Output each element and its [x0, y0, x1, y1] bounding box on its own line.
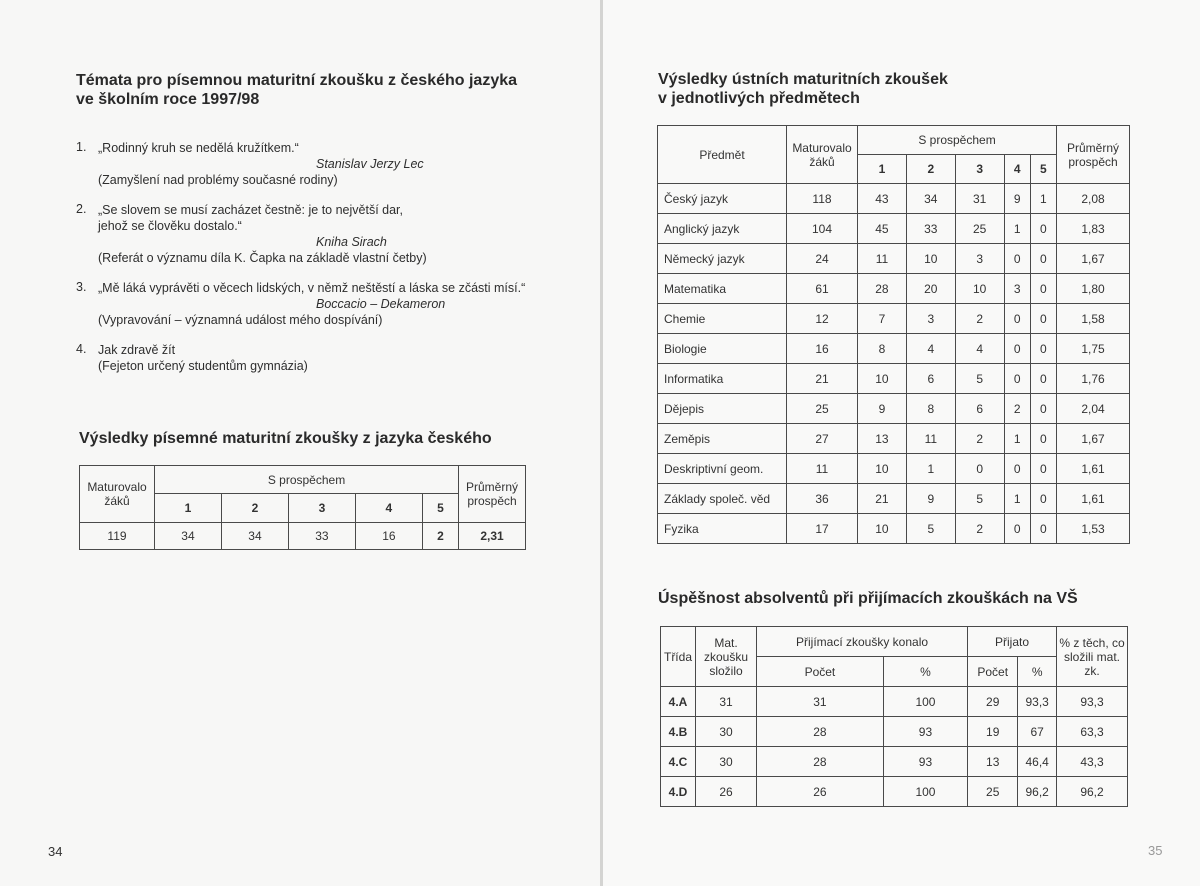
topic-number: 3.	[76, 280, 87, 294]
topics-title	[76, 71, 517, 109]
oral-subject-cell: Zeměpis	[658, 424, 787, 454]
written-grade-header: 2	[221, 494, 288, 523]
topic-note: (Vypravování – významná událost mého dospívání)	[98, 313, 383, 327]
topic-author: Boccacio – Dekameron	[316, 297, 446, 311]
oral-grade-cell: 0	[1030, 394, 1056, 424]
table-row	[658, 394, 1130, 424]
written-results-table	[79, 465, 526, 550]
oral-grade-cell: 1	[906, 454, 955, 484]
uni-value-cell: 31	[696, 687, 757, 717]
topic-body	[98, 140, 546, 188]
oral-grade-cell: 3	[1004, 274, 1030, 304]
topics-title-line-1: Témata pro písemnou maturitní zkoušku z českého jazyka	[76, 72, 518, 89]
oral-subject-cell: Matematika	[658, 274, 787, 304]
oral-avg-cell: 1,67	[1057, 244, 1130, 274]
oral-grade-header: 5	[1030, 155, 1056, 184]
written-grade-header: 4	[355, 494, 422, 523]
oral-grade-cell: 0	[955, 454, 1004, 484]
oral-avg-cell: 1,61	[1057, 454, 1130, 484]
oral-grade-header: 1	[858, 155, 907, 184]
written-grade-header: 3	[288, 494, 355, 523]
topic-author: Stanislav Jerzy Lec	[316, 157, 424, 171]
oral-grade-cell: 4	[906, 334, 955, 364]
table-row	[658, 424, 1130, 454]
oral-grade-cell: 5	[906, 514, 955, 544]
oral-avg-cell: 1,75	[1057, 334, 1130, 364]
table-row	[658, 184, 1130, 214]
oral-grade-cell: 10	[858, 364, 907, 394]
uni-value-cell: 100	[883, 687, 967, 717]
uni-class-cell: 4.D	[661, 777, 696, 807]
oral-students-cell: 118	[787, 184, 858, 214]
oral-col-grades: S prospěchem	[858, 126, 1057, 155]
oral-subject-cell: Anglický jazyk	[658, 214, 787, 244]
oral-students-cell: 61	[787, 274, 858, 304]
oral-avg-cell: 1,61	[1057, 484, 1130, 514]
written-avg-value: 2,31	[459, 523, 526, 550]
uni-value-cell: 31	[757, 687, 884, 717]
oral-avg-cell: 1,76	[1057, 364, 1130, 394]
oral-grade-cell: 5	[955, 484, 1004, 514]
uni-value-cell: 43,3	[1057, 747, 1128, 777]
topic-number: 4.	[76, 342, 87, 356]
oral-grade-cell: 0	[1030, 214, 1056, 244]
written-grade-3: 33	[288, 523, 355, 550]
uni-sub-took-count: Počet	[757, 657, 884, 687]
page-number-right: 35	[1148, 843, 1163, 858]
topic-note: (Fejeton určený studentům gymnázia)	[98, 359, 308, 373]
oral-grade-cell: 9	[906, 484, 955, 514]
uni-value-cell: 28	[757, 747, 884, 777]
oral-subject-cell: Dějepis	[658, 394, 787, 424]
oral-students-cell: 17	[787, 514, 858, 544]
oral-grade-cell: 0	[1004, 304, 1030, 334]
oral-title-line-2: v jednotlivých předmětech	[658, 90, 860, 107]
uni-value-cell: 96,2	[1018, 777, 1057, 807]
topic-quote-line: „Rodinný kruh se nedělá kružítkem.“	[98, 141, 299, 155]
oral-grade-cell: 31	[955, 184, 1004, 214]
uni-value-cell: 46,4	[1018, 747, 1057, 777]
oral-grade-cell: 8	[858, 334, 907, 364]
oral-grade-cell: 2	[955, 514, 1004, 544]
topic-number: 2.	[76, 202, 87, 216]
oral-avg-cell: 1,67	[1057, 424, 1130, 454]
oral-grade-header: 3	[955, 155, 1004, 184]
oral-grade-cell: 2	[1004, 394, 1030, 424]
uni-value-cell: 30	[696, 747, 757, 777]
oral-grade-cell: 0	[1030, 274, 1056, 304]
oral-students-cell: 12	[787, 304, 858, 334]
oral-grade-cell: 13	[858, 424, 907, 454]
oral-grade-cell: 0	[1030, 424, 1056, 454]
oral-grade-cell: 0	[1030, 514, 1056, 544]
oral-subject-cell: Český jazyk	[658, 184, 787, 214]
oral-grade-cell: 0	[1004, 334, 1030, 364]
topic-body	[98, 202, 546, 266]
written-grade-1: 34	[155, 523, 222, 550]
table-row	[658, 304, 1130, 334]
oral-avg-cell: 2,04	[1057, 394, 1130, 424]
oral-subject-cell: Chemie	[658, 304, 787, 334]
written-results-title: Výsledky písemné maturitní zkoušky z jazyka českého	[79, 430, 492, 447]
oral-grade-cell: 0	[1030, 454, 1056, 484]
topic-item	[76, 202, 546, 266]
oral-subject-cell: Informatika	[658, 364, 787, 394]
oral-avg-cell: 1,80	[1057, 274, 1130, 304]
topic-quote-line: Jak zdravě žít	[98, 343, 176, 357]
oral-avg-cell: 1,53	[1057, 514, 1130, 544]
uni-value-cell: 93,3	[1057, 687, 1128, 717]
oral-grade-cell: 5	[955, 364, 1004, 394]
uni-value-cell: 93	[883, 747, 967, 777]
topics-list	[76, 140, 546, 388]
topics-title-line-2: ve školním roce 1997/98	[76, 91, 260, 108]
oral-grade-cell: 1	[1030, 184, 1056, 214]
oral-grade-cell: 1	[1004, 214, 1030, 244]
oral-grade-cell: 0	[1004, 244, 1030, 274]
oral-grade-header: 2	[906, 155, 955, 184]
uni-value-cell: 28	[757, 717, 884, 747]
oral-col-avg: Průměrný prospěch	[1057, 126, 1130, 184]
oral-grade-cell: 1	[1004, 484, 1030, 514]
table-row	[661, 777, 1128, 807]
table-row	[658, 334, 1130, 364]
written-grade-5: 2	[422, 523, 458, 550]
uni-col-pct: % z těch, co složili mat. zk.	[1057, 627, 1128, 687]
uni-sub-adm-pct: %	[1018, 657, 1057, 687]
topic-note: (Referát o významu díla K. Čapka na základě vlastní četby)	[98, 251, 427, 265]
uni-col-admitted: Přijato	[968, 627, 1057, 657]
oral-grade-cell: 3	[906, 304, 955, 334]
oral-grade-cell: 11	[906, 424, 955, 454]
oral-grade-cell: 0	[1030, 244, 1056, 274]
oral-grade-cell: 4	[955, 334, 1004, 364]
uni-value-cell: 26	[696, 777, 757, 807]
oral-grade-cell: 0	[1030, 334, 1056, 364]
uni-value-cell: 30	[696, 717, 757, 747]
oral-grade-cell: 0	[1004, 454, 1030, 484]
uni-value-cell: 26	[757, 777, 884, 807]
topic-item	[76, 140, 546, 188]
topic-author: Kniha Sirach	[316, 235, 387, 249]
oral-grade-cell: 20	[906, 274, 955, 304]
oral-grade-cell: 10	[955, 274, 1004, 304]
topic-item	[76, 280, 546, 328]
oral-avg-cell: 2,08	[1057, 184, 1130, 214]
topic-quote-line: „Se slovem se musí zacházet čestně: je to největší dar,	[98, 203, 404, 217]
oral-grade-cell: 33	[906, 214, 955, 244]
oral-grade-cell: 9	[858, 394, 907, 424]
table-row	[661, 717, 1128, 747]
oral-grade-cell: 2	[955, 424, 1004, 454]
table-row	[658, 244, 1130, 274]
table-row	[658, 214, 1130, 244]
oral-students-cell: 21	[787, 364, 858, 394]
uni-results-table	[660, 626, 1128, 807]
uni-value-cell: 25	[968, 777, 1018, 807]
oral-subject-cell: Fyzika	[658, 514, 787, 544]
oral-grade-cell: 10	[858, 514, 907, 544]
uni-value-cell: 67	[1018, 717, 1057, 747]
oral-grade-header: 4	[1004, 155, 1030, 184]
oral-students-cell: 27	[787, 424, 858, 454]
oral-col-students: Maturovalo žáků	[787, 126, 858, 184]
oral-results-table	[657, 125, 1130, 544]
table-row	[658, 454, 1130, 484]
uni-col-took: Přijímací zkoušky konalo	[757, 627, 968, 657]
table-row	[661, 747, 1128, 777]
uni-class-cell: 4.B	[661, 717, 696, 747]
table-row	[658, 514, 1130, 544]
oral-grade-cell: 25	[955, 214, 1004, 244]
oral-subject-cell: Základy společ. věd	[658, 484, 787, 514]
uni-col-passed: Mat. zkoušku složilo	[696, 627, 757, 687]
uni-sub-took-pct: %	[883, 657, 967, 687]
written-students-value: 119	[80, 523, 155, 550]
oral-col-subject: Předmět	[658, 126, 787, 184]
oral-avg-cell: 1,83	[1057, 214, 1130, 244]
oral-students-cell: 16	[787, 334, 858, 364]
written-grade-2: 34	[221, 523, 288, 550]
uni-value-cell: 96,2	[1057, 777, 1128, 807]
topic-number: 1.	[76, 140, 87, 154]
uni-value-cell: 93,3	[1018, 687, 1057, 717]
uni-class-cell: 4.C	[661, 747, 696, 777]
oral-students-cell: 104	[787, 214, 858, 244]
uni-value-cell: 29	[968, 687, 1018, 717]
table-row	[658, 274, 1130, 304]
uni-class-cell: 4.A	[661, 687, 696, 717]
uni-value-cell: 100	[883, 777, 967, 807]
topic-quote-line: jehož se člověku dostalo.“	[98, 219, 242, 233]
oral-grade-cell: 0	[1030, 484, 1056, 514]
page-number-left: 34	[48, 844, 63, 859]
oral-subject-cell: Biologie	[658, 334, 787, 364]
topic-body	[98, 280, 546, 328]
written-col-students: Maturovalo žáků	[80, 466, 155, 523]
table-row	[658, 364, 1130, 394]
oral-students-cell: 11	[787, 454, 858, 484]
oral-title-line-1: Výsledky ústních maturitních zkoušek	[658, 71, 948, 88]
oral-results-title	[658, 70, 948, 108]
oral-grade-cell: 43	[858, 184, 907, 214]
oral-grade-cell: 3	[955, 244, 1004, 274]
written-col-avg: Průměrný prospěch	[459, 466, 526, 523]
written-grade-header: 5	[422, 494, 458, 523]
oral-avg-cell: 1,58	[1057, 304, 1130, 334]
oral-grade-cell: 1	[1004, 424, 1030, 454]
table-row	[661, 687, 1128, 717]
oral-grade-cell: 2	[955, 304, 1004, 334]
oral-grade-cell: 0	[1030, 304, 1056, 334]
oral-grade-cell: 34	[906, 184, 955, 214]
oral-grade-cell: 0	[1004, 514, 1030, 544]
oral-grade-cell: 21	[858, 484, 907, 514]
oral-grade-cell: 11	[858, 244, 907, 274]
oral-grade-cell: 8	[906, 394, 955, 424]
uni-results-title: Úspěšnost absolventů při přijímacích zkouškách na VŠ	[658, 590, 1078, 607]
oral-subject-cell: Deskriptivní geom.	[658, 454, 787, 484]
oral-grade-cell: 0	[1030, 364, 1056, 394]
topic-item	[76, 342, 546, 374]
oral-grade-cell: 6	[955, 394, 1004, 424]
oral-grade-cell: 6	[906, 364, 955, 394]
oral-grade-cell: 28	[858, 274, 907, 304]
uni-sub-adm-count: Počet	[968, 657, 1018, 687]
topic-quote-line: „Mě láká vyprávěti o věcech lidských, v němž neštěstí a láska se zčásti mísí.“	[98, 281, 526, 295]
oral-grade-cell: 10	[906, 244, 955, 274]
oral-students-cell: 25	[787, 394, 858, 424]
oral-grade-cell: 7	[858, 304, 907, 334]
topic-note: (Zamyšlení nad problémy současné rodiny)	[98, 173, 338, 187]
uni-value-cell: 63,3	[1057, 717, 1128, 747]
uni-value-cell: 13	[968, 747, 1018, 777]
oral-grade-cell: 45	[858, 214, 907, 244]
table-row	[658, 484, 1130, 514]
written-grade-4: 16	[355, 523, 422, 550]
oral-students-cell: 36	[787, 484, 858, 514]
uni-value-cell: 93	[883, 717, 967, 747]
written-grade-header: 1	[155, 494, 222, 523]
oral-subject-cell: Německý jazyk	[658, 244, 787, 274]
oral-grade-cell: 9	[1004, 184, 1030, 214]
written-col-grades: S prospěchem	[155, 466, 459, 494]
oral-students-cell: 24	[787, 244, 858, 274]
oral-grade-cell: 0	[1004, 364, 1030, 394]
topic-body	[98, 342, 546, 374]
uni-value-cell: 19	[968, 717, 1018, 747]
uni-col-class: Třída	[661, 627, 696, 687]
oral-grade-cell: 10	[858, 454, 907, 484]
